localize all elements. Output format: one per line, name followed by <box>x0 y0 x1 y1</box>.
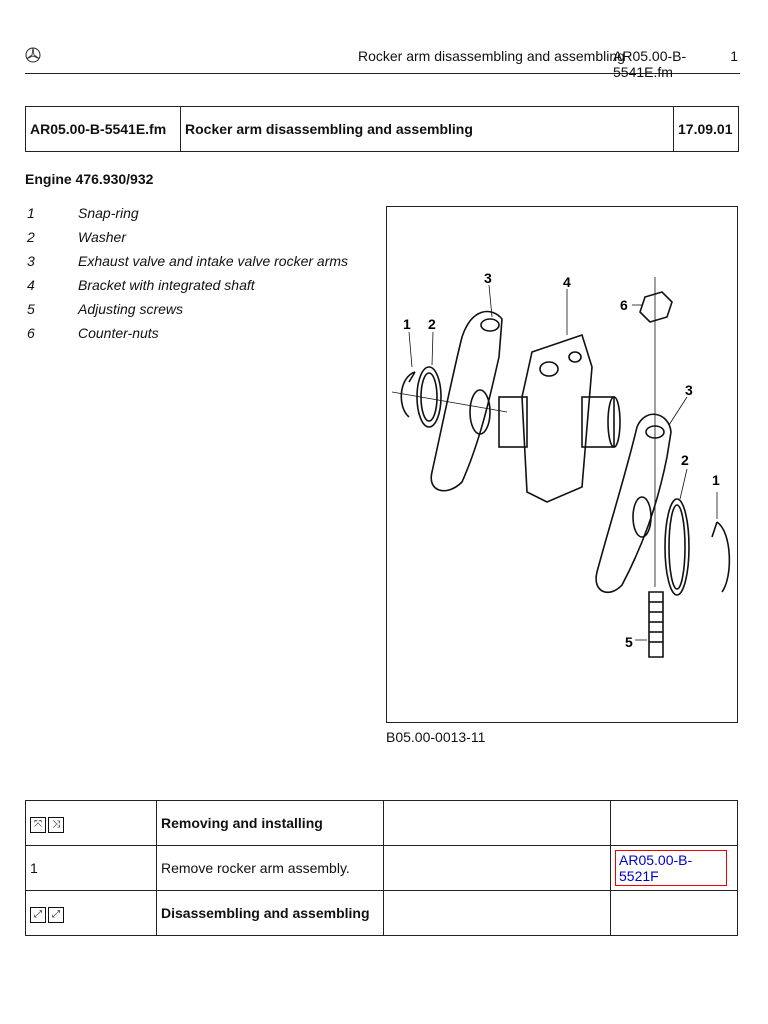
exploded-view-figure <box>386 206 738 723</box>
part-number: 3 <box>27 253 35 269</box>
part-label: Snap-ring <box>78 205 139 221</box>
header-title: Rocker arm disassembling and assembling <box>358 48 625 64</box>
callout-1-left: 1 <box>403 316 411 332</box>
title-date: 17.09.01 <box>674 107 739 152</box>
figure-caption: B05.00-0013-11 <box>386 729 486 745</box>
table-row <box>26 801 738 846</box>
step-note <box>384 891 611 936</box>
mercedes-star-icon <box>25 47 41 63</box>
disassemble-assemble-icon: ⤢ <box>30 907 46 923</box>
callout-6: 6 <box>620 297 628 313</box>
remove-install-icon: ⤨ <box>48 817 64 833</box>
part-label: Adjusting screws <box>78 301 184 317</box>
step-ref <box>611 891 738 936</box>
step-text: Disassembling and assembling <box>157 891 384 936</box>
step-ref <box>611 801 738 846</box>
remove-install-icon: ⤧ <box>30 817 46 833</box>
part-number: 5 <box>27 301 35 317</box>
part-label: Exhaust valve and intake valve rocker arms <box>78 253 349 269</box>
header-doc-id: AR05.00-B-5541E.fm <box>613 48 687 80</box>
step-text: Remove rocker arm assembly. <box>157 846 384 891</box>
callout-2-left: 2 <box>428 316 436 332</box>
step-note <box>384 846 611 891</box>
table-row <box>26 891 738 936</box>
step-symbol <box>26 801 157 846</box>
step-text: Removing and installing <box>157 801 384 846</box>
table-row <box>26 846 738 891</box>
callout-3-left: 3 <box>484 270 492 286</box>
part-label: Counter-nuts <box>78 325 159 341</box>
callout-2-right: 2 <box>681 452 689 468</box>
part-number: 2 <box>27 229 35 245</box>
step-ref <box>611 846 738 891</box>
part-label: Bracket with integrated shaft <box>78 277 255 293</box>
step-symbol <box>26 891 157 936</box>
page-header <box>25 45 740 80</box>
header-page-number: 1 <box>730 48 738 64</box>
part-number: 4 <box>27 277 35 293</box>
part-number: 6 <box>27 325 35 341</box>
title-table <box>25 106 739 152</box>
rocker-arm-exploded-drawing <box>387 207 737 722</box>
steps-table <box>25 800 738 936</box>
title-text: Rocker arm disassembling and assembling <box>181 107 674 152</box>
part-label: Washer <box>78 229 126 245</box>
callout-4: 4 <box>563 274 571 290</box>
step-number: 1 <box>26 846 157 891</box>
part-number: 1 <box>27 205 35 221</box>
step-note <box>384 801 611 846</box>
callout-1-right: 1 <box>712 472 720 488</box>
disassemble-assemble-icon: ⤢ <box>48 907 64 923</box>
callout-3-right: 3 <box>685 382 693 398</box>
callout-5: 5 <box>625 634 633 650</box>
engine-heading: Engine 476.930/932 <box>25 171 154 187</box>
reference-link[interactable]: AR05.00-B-5521F <box>615 850 727 886</box>
title-doc-id: AR05.00-B-5541E.fm <box>26 107 181 152</box>
